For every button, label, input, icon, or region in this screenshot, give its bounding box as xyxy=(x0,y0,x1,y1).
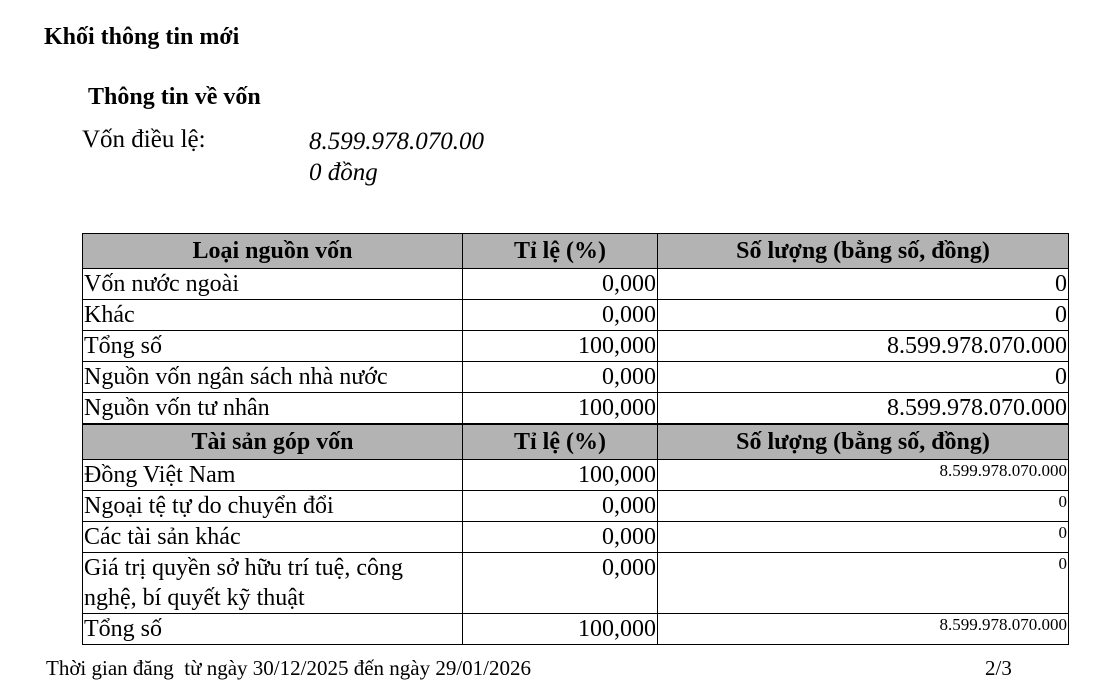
amount-cell: 8.599.978.070.000 xyxy=(658,614,1069,645)
table-header-row xyxy=(83,425,1069,460)
asset-type-cell: Giá trị quyền sở hữu trí tuệ, công nghệ, bí quyết kỹ thuật xyxy=(83,553,463,614)
amount-cell: 0 xyxy=(658,300,1069,331)
ratio-cell: 100,000 xyxy=(463,460,658,491)
asset-type-cell: Ngoại tệ tự do chuyển đổi xyxy=(83,491,463,522)
amount-cell: 8.599.978.070.000 xyxy=(658,460,1069,491)
charter-capital-value-line2: 0 đồng xyxy=(309,159,378,186)
column-header-ratio: Tỉ lệ (%) xyxy=(463,425,658,460)
asset-type-cell: Tổng số xyxy=(83,614,463,645)
table-row xyxy=(83,614,1069,645)
amount-cell: 0 xyxy=(658,491,1069,522)
table-row xyxy=(83,491,1069,522)
ratio-cell: 100,000 xyxy=(463,331,658,362)
posting-period-text: Thời gian đăng từ ngày 30/12/2025 đến ngày 29/01/2026 xyxy=(46,656,532,680)
amount-cell: 0 xyxy=(658,362,1069,393)
table-row xyxy=(83,300,1069,331)
ratio-cell: 0,000 xyxy=(463,553,658,614)
amount-cell: 0 xyxy=(658,269,1069,300)
asset-type-cell: Các tài sản khác xyxy=(83,522,463,553)
table-row xyxy=(83,362,1069,393)
source-type-cell: Nguồn vốn ngân sách nhà nước xyxy=(83,362,463,393)
ratio-cell: 100,000 xyxy=(463,393,658,424)
amount-cell: 0 xyxy=(658,553,1069,614)
table-row xyxy=(83,331,1069,362)
table-row xyxy=(83,460,1069,491)
table-row xyxy=(83,553,1069,614)
amount-cell: 8.599.978.070.000 xyxy=(658,331,1069,362)
ratio-cell: 0,000 xyxy=(463,362,658,393)
column-header-ratio: Tỉ lệ (%) xyxy=(463,234,658,269)
ratio-cell: 0,000 xyxy=(463,269,658,300)
column-header-amount: Số lượng (bằng số, đồng) xyxy=(658,234,1069,269)
amount-cell: 0 xyxy=(658,522,1069,553)
table-row xyxy=(83,522,1069,553)
column-header-asset-type: Tài sản góp vốn xyxy=(83,425,463,460)
ratio-cell: 0,000 xyxy=(463,300,658,331)
ratio-cell: 100,000 xyxy=(463,614,658,645)
source-type-cell: Nguồn vốn tư nhân xyxy=(83,393,463,424)
contributed-assets-table xyxy=(82,424,1069,645)
source-type-cell: Vốn nước ngoài xyxy=(83,269,463,300)
column-header-amount: Số lượng (bằng số, đồng) xyxy=(658,425,1069,460)
table-row xyxy=(83,269,1069,300)
column-header-source-type: Loại nguồn vốn xyxy=(83,234,463,269)
table-row xyxy=(83,393,1069,424)
ratio-cell: 0,000 xyxy=(463,491,658,522)
page-number: 2/3 xyxy=(985,656,1012,680)
source-type-cell: Tổng số xyxy=(83,331,463,362)
capital-section-title: Thông tin về vốn xyxy=(88,84,261,110)
charter-capital-value xyxy=(309,126,484,188)
asset-type-cell: Đồng Việt Nam xyxy=(83,460,463,491)
capital-sources-table xyxy=(82,233,1069,424)
block-title: Khối thông tin mới xyxy=(44,24,240,50)
source-type-cell: Khác xyxy=(83,300,463,331)
charter-capital-label: Vốn điều lệ: xyxy=(82,126,206,153)
charter-capital-value-line1: 8.599.978.070.00 xyxy=(309,128,484,155)
amount-cell: 8.599.978.070.000 xyxy=(658,393,1069,424)
table-header-row xyxy=(83,234,1069,269)
ratio-cell: 0,000 xyxy=(463,522,658,553)
